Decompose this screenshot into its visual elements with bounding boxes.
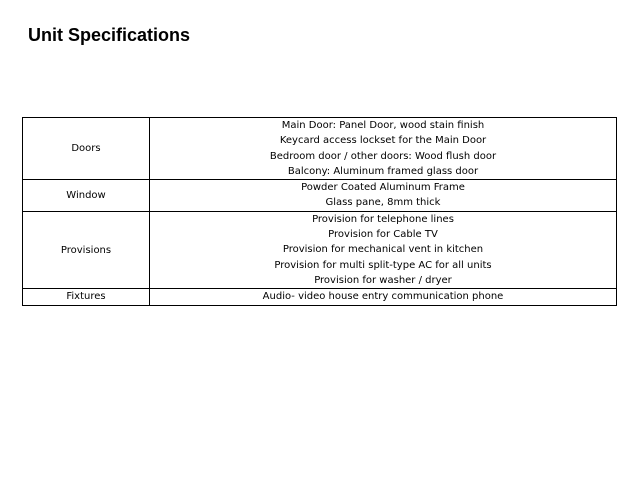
- spec-line: Main Door: Panel Door, wood stain finish: [281, 120, 485, 131]
- spec-line: Powder Coated Aluminum Frame: [301, 182, 465, 194]
- row-details-provisions: [150, 211, 617, 288]
- spec-line: Keycard access lockset for the Main Door: [279, 135, 487, 147]
- row-label-provisions: Provisions: [23, 211, 150, 288]
- row-label-doors: Doors: [23, 118, 150, 180]
- spec-line: Provision for washer / dryer: [314, 274, 452, 286]
- page-title: Unit Specifications: [28, 25, 191, 45]
- table-row-fixtures: [23, 289, 617, 305]
- row-details-fixtures: [150, 289, 617, 305]
- spec-line: Glass pane, 8mm thick: [325, 197, 441, 209]
- spec-line: Provision for mechanical vent in kitchen: [282, 244, 484, 256]
- row-label-fixtures: Fixtures: [23, 289, 150, 305]
- unit-specifications-table: [22, 117, 617, 306]
- spec-line: Audio- video house entry communication phone: [262, 291, 504, 303]
- row-details-doors: [150, 118, 617, 180]
- table-row-doors: [23, 118, 617, 180]
- spec-line: Provision for multi split-type AC for all units: [274, 259, 492, 271]
- spec-line: Bedroom door / other doors: Wood flush door: [269, 150, 497, 162]
- table-row-window: [23, 180, 617, 212]
- spec-line: Balcony: Aluminum framed glass door: [287, 165, 479, 177]
- row-details-window: [150, 180, 617, 212]
- table-row-provisions: [23, 211, 617, 288]
- row-label-window: Window: [23, 180, 150, 212]
- spec-line: Provision for telephone lines: [312, 213, 454, 225]
- spec-line: Provision for Cable TV: [328, 229, 438, 241]
